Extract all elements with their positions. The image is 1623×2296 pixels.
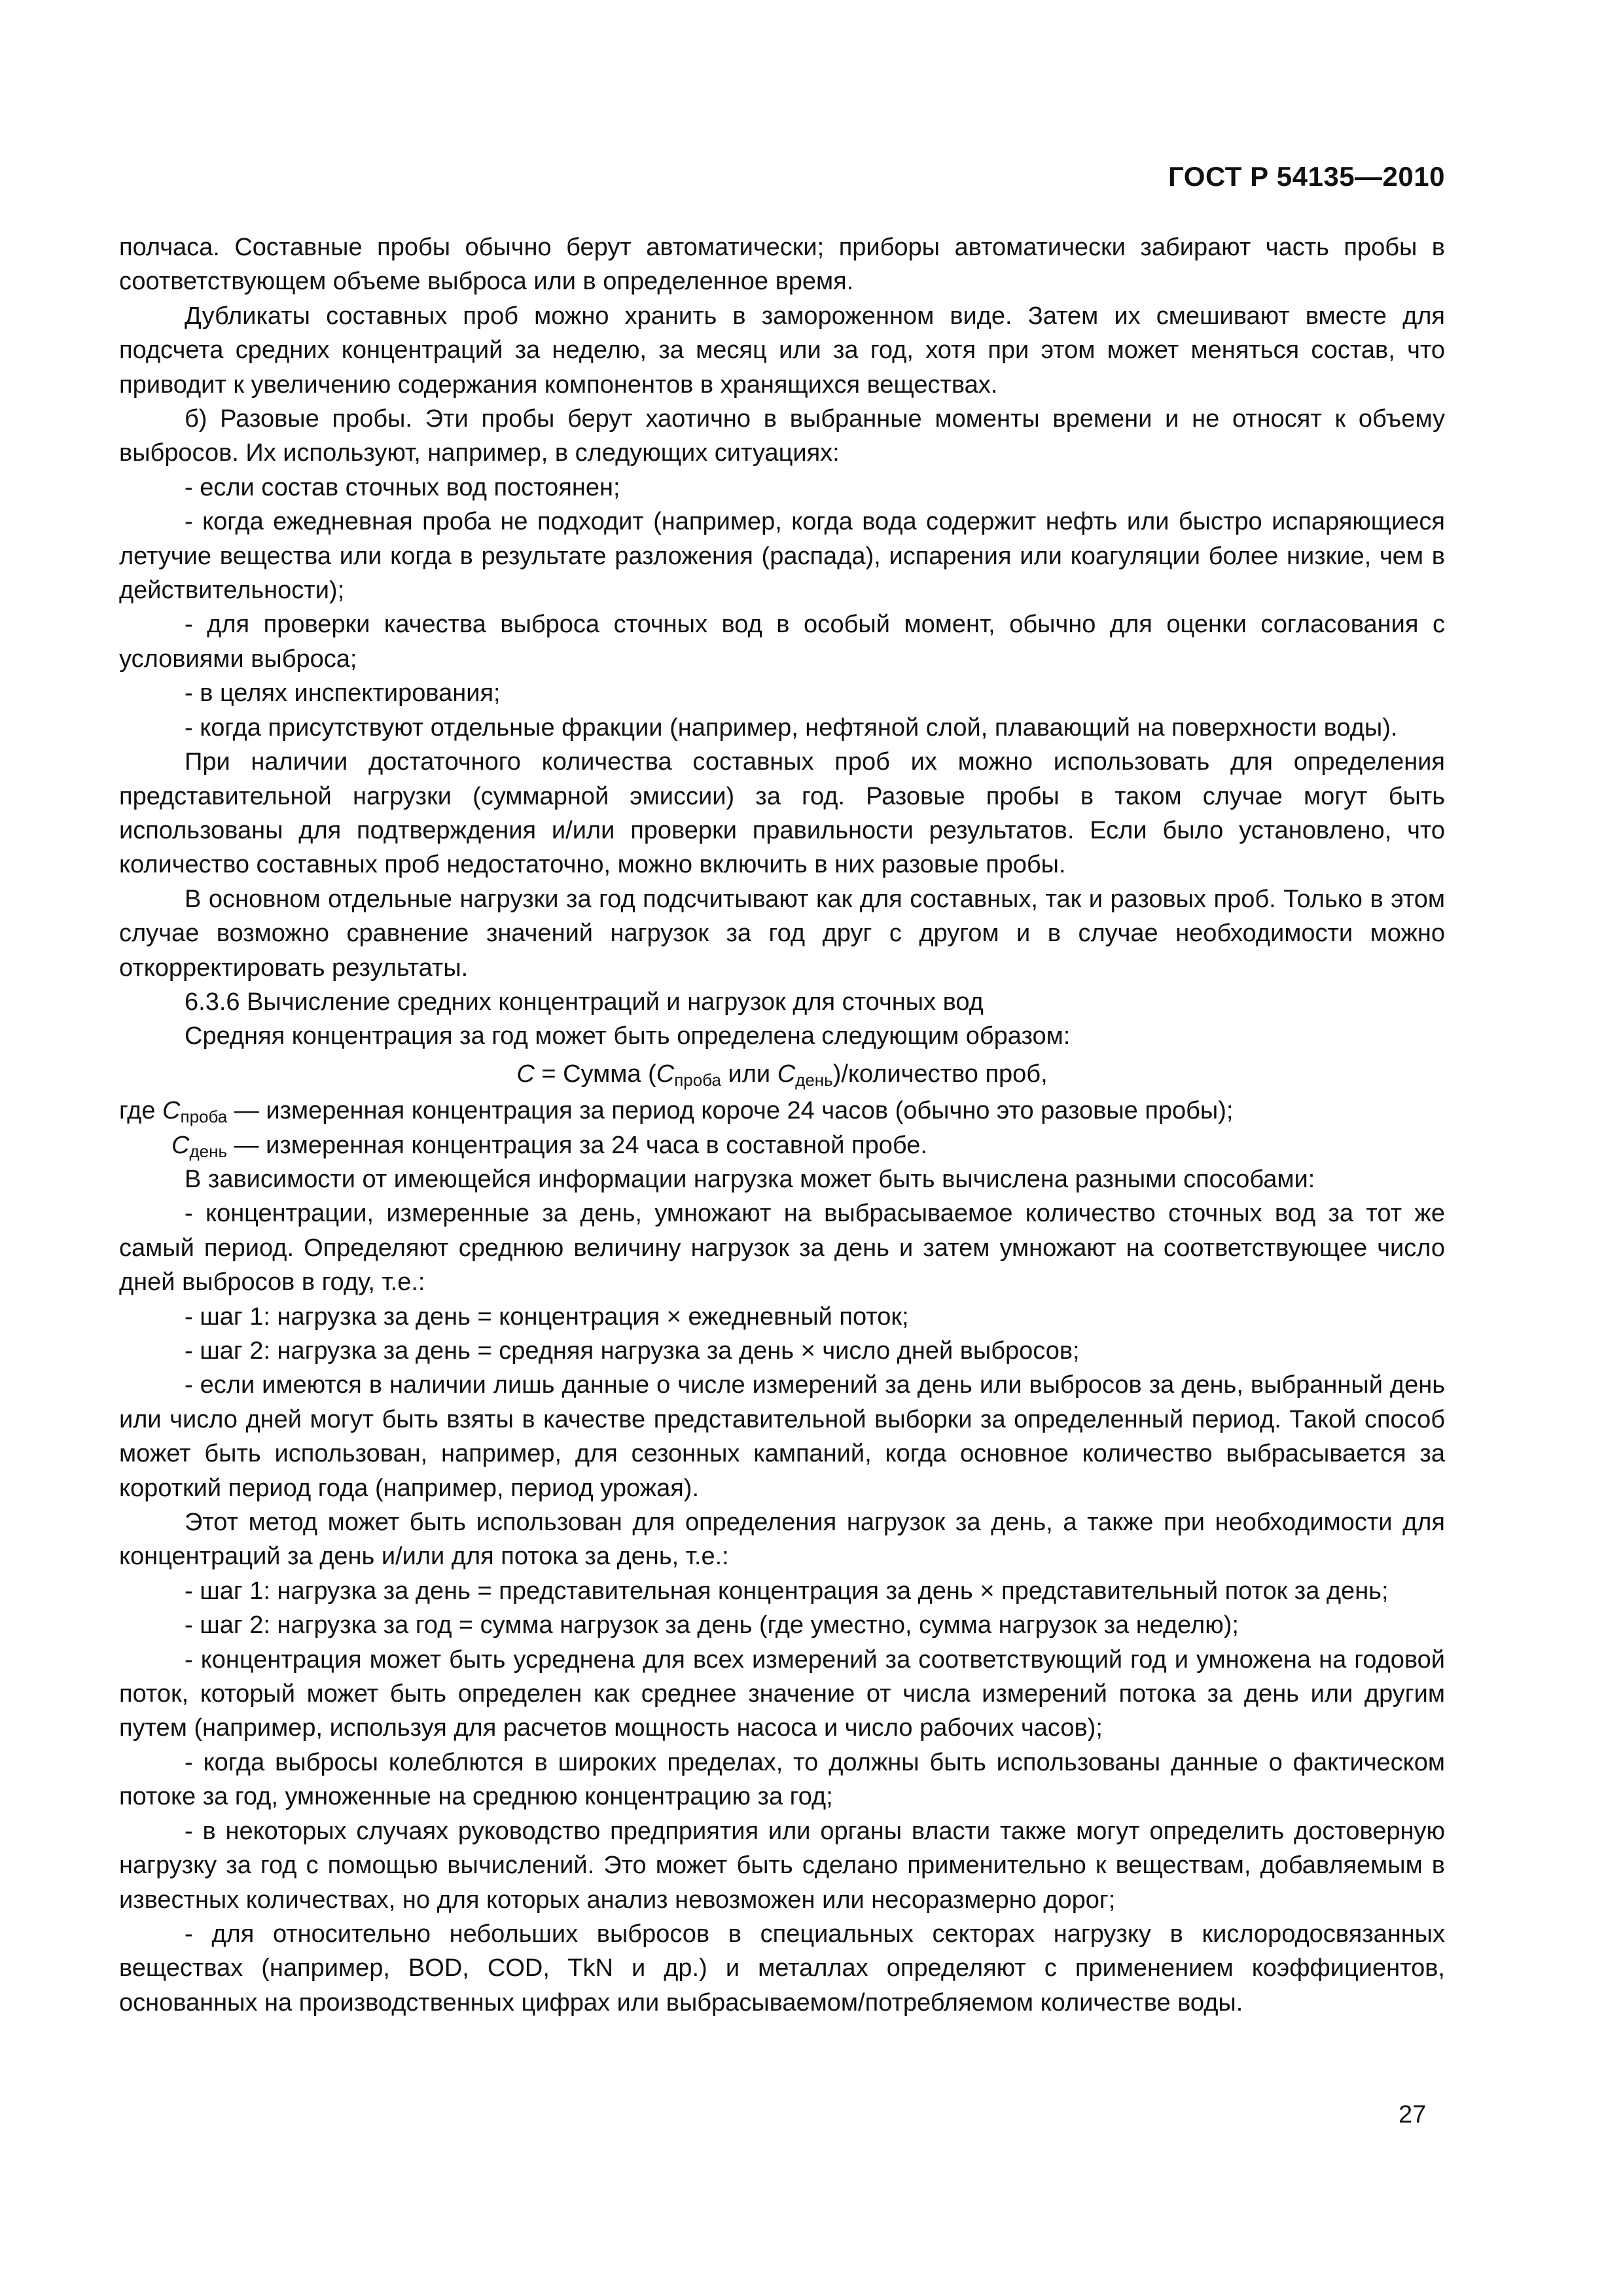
definition-where: где xyxy=(119,1097,163,1125)
definition-sub-proba: проба xyxy=(180,1107,228,1127)
definition-sub-den: день xyxy=(189,1141,227,1161)
paragraph: При наличии достаточного количества составных проб их можно использовать для определения представительной нагрузки (суммарной эмиссии) за год. Разовые пробы в таком случае могут быть использованы для подтверждения и/или проверки правильности результатов. Если было установлено, что количество составных проб недостаточно, можно включить в них разовые пробы. xyxy=(119,748,1445,879)
paragraph: - для проверки качества выброса сточных вод в особый момент, обычно для оценки согласования с условиями выброса; xyxy=(119,611,1445,673)
formula xyxy=(119,1057,1445,1091)
paragraph: - когда выбросы колеблются в широких пределах, то должны быть использованы данные о фактическом потоке за год, умноженные на среднюю концентрацию за год; xyxy=(119,1748,1445,1811)
formula-eq: = Сумма ( xyxy=(534,1060,656,1088)
definition-var-c2: C xyxy=(171,1131,190,1159)
definition-text-2: — измеренная концентрация за 24 часа в составной пробе. xyxy=(227,1131,927,1159)
paragraph: В зависимости от имеющейся информации нагрузка может быть вычислена разными способами: xyxy=(185,1165,1315,1193)
paragraph: - концентрации, измеренные за день, умножают на выбрасываемое количество сточных вод за тот же самый период. Определяют среднюю величину нагрузок за день и затем умножают на соответствующее число дней выбросов в году, т.е.: xyxy=(119,1200,1445,1297)
paragraph: Средняя концентрация за год может быть определена следующим образом: xyxy=(185,1022,1071,1050)
paragraph: - концентрация может быть усреднена для всех измерений за соответствующий год и умножена на годовой поток, который может быть определен как среднее значение от числа измерений потока за день или другим путем (например, используя для расчетов мощность насоса и число рабочих часов); xyxy=(119,1645,1445,1742)
page-number: 27 xyxy=(1399,2101,1427,2128)
paragraph: - если имеются в наличии лишь данные о числе измерений за день или выбросов за день, выбранный день или число дней могут быть взяты в качестве представительной выборки за определенный период. Такой способ может быть использован, например, для сезонных кампаний, когда основное количество выбрасывается за короткий период года (например, период урожая). xyxy=(119,1371,1445,1502)
paragraph: - шаг 2: нагрузка за год = сумма нагрузок за день (где уместно, сумма нагрузок за неделю); xyxy=(185,1611,1239,1640)
definition-c-den xyxy=(119,1128,1445,1162)
paragraph: - для относительно небольших выбросов в специальных секторах нагрузку в кислородосвязанных веществах (например, BOD, COD, TkN и др.) и металлах определяют с применением коэффициентов, основанных на производственных цифрах или выбрасываемом/потребляемом количестве воды. xyxy=(119,1920,1445,2017)
paragraph: полчаса. Составные пробы обычно берут автоматически; приборы автоматически забирают часть пробы в соответствующем объеме выброса или в определенное время. xyxy=(119,234,1445,296)
formula-var-c: C xyxy=(516,1060,535,1088)
formula-mid: или xyxy=(721,1060,777,1088)
formula-sub-proba: проба xyxy=(674,1069,721,1090)
paragraph: - шаг 1: нагрузка за день = представительная концентрация за день × представительный поток за день; xyxy=(185,1577,1389,1605)
formula-end: )/количество проб, xyxy=(832,1060,1048,1088)
paragraph: Этот метод может быть использован для определения нагрузок за день, а также при необходимости для концентраций за день и/или для потока за день, т.е.: xyxy=(119,1509,1445,1571)
paragraph: - в целях инспектирования; xyxy=(185,679,501,708)
paragraph: - шаг 2: нагрузка за день = средняя нагрузка за день × число дней выбросов; xyxy=(185,1337,1080,1365)
body-text xyxy=(119,230,1445,2020)
paragraph: б) Разовые пробы. Эти пробы берут хаотично в выбранные моменты времени и не относят к объему выбросов. Их используют, например, в следующих ситуациях: xyxy=(119,405,1445,467)
paragraph: Дубликаты составных проб можно хранить в замороженном виде. Затем их смешивают вместе для подсчета средних концентраций за неделю, за месяц или за год, хотя при этом может меняться состав, что приводит к увеличению содержания компонентов в хранящихся веществах. xyxy=(119,302,1445,399)
formula-sub-den: день xyxy=(795,1069,833,1090)
paragraph: - в некоторых случаях руководство предприятия или органы власти также могут определить достоверную нагрузку за год с помощью вычислений. Это может быть сделано применительно к веществам, добавляемым в известных количествах, но для которых анализ невозможен или несоразмерно дорог; xyxy=(119,1817,1445,1914)
definition-var-c1: C xyxy=(162,1097,181,1125)
definition-text-1: — измеренная концентрация за период короче 24 часов (обычно это разовые пробы); xyxy=(227,1097,1234,1125)
paragraph: 6.3.6 Вычисление средних концентраций и нагрузок для сточных вод xyxy=(185,988,984,1016)
paragraphs-section-b xyxy=(119,1162,1445,2020)
formula-var-c2: C xyxy=(777,1060,796,1088)
paragraph: - шаг 1: нагрузка за день = концентрация × ежедневный поток; xyxy=(185,1302,909,1331)
paragraph: - когда присутствуют отдельные фракции (например, нефтяной слой, плавающий на поверхности воды). xyxy=(185,713,1398,742)
paragraph: - если состав сточных вод постоянен; xyxy=(185,473,620,501)
paragraph: В основном отдельные нагрузки за год подсчитывают как для составных, так и разовых проб. Только в этом случае возможно сравнение значений нагрузок за год друг с другом и в случае необходимости можно откорректировать результаты. xyxy=(119,885,1445,982)
paragraph: - когда ежедневная проба не подходит (например, когда вода содержит нефть или быстро испаряющиеся летучие вещества или когда в результате разложения (распада), испарения или коагуляции более низкие, чем в действительности); xyxy=(119,508,1445,605)
paragraphs-section-a xyxy=(119,230,1445,1054)
document-number-header: ГОСТ Р 54135—2010 xyxy=(1168,161,1445,192)
formula-var-c1: C xyxy=(656,1060,675,1088)
definition-c-proba xyxy=(119,1094,1445,1128)
